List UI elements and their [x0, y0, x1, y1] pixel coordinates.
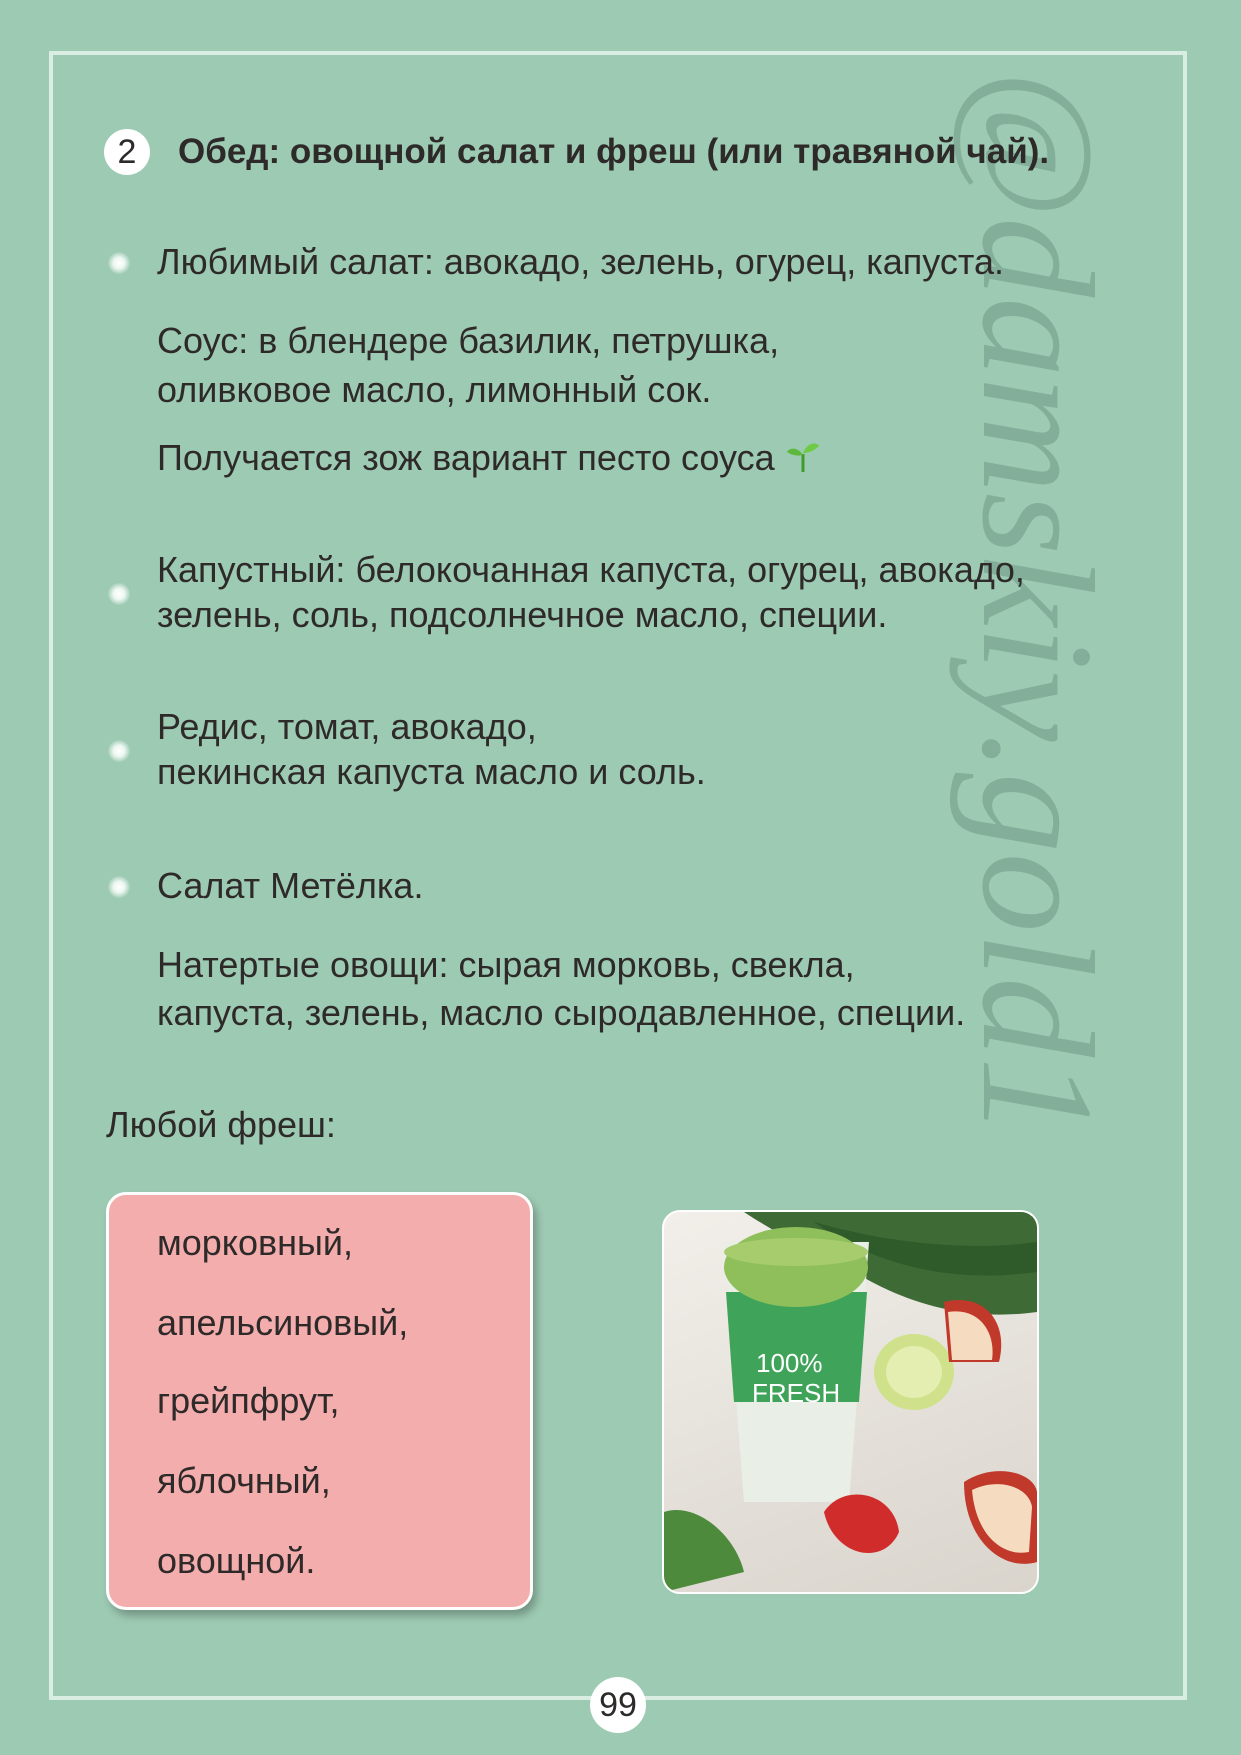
- bullet-icon: [108, 252, 130, 274]
- sprout-icon: [785, 438, 821, 474]
- metelka-salad: Салат Метёлка.: [157, 865, 424, 906]
- bullet-icon: [108, 876, 130, 898]
- fresh-item: овощной.: [157, 1540, 316, 1581]
- section-number: 2: [104, 129, 150, 175]
- radish-salad-line-2: пекинская капуста масло и соль.: [157, 751, 706, 792]
- fresh-item: яблочный,: [157, 1460, 331, 1501]
- pesto-text: Получается зож вариант песто соуса: [157, 437, 775, 478]
- bullet-icon: [108, 583, 130, 605]
- cabbage-salad-line-1: Капустный: белокочанная капуста, огурец, авокадо,: [157, 549, 1025, 590]
- cabbage-salad-line-2: зелень, соль, подсолнечное масло, специи.: [157, 594, 888, 635]
- sauce-line-2: оливковое масло, лимонный сок.: [157, 369, 712, 410]
- fresh-item: апельсиновый,: [157, 1302, 409, 1343]
- cup-label: FRESH: [752, 1378, 841, 1408]
- section-title: Обед: овощной салат и фреш (или травяной чай).: [178, 132, 1050, 171]
- fresh-item: грейпфрут,: [157, 1380, 340, 1421]
- cup-label: 100%: [756, 1348, 823, 1378]
- sauce-line-1: Соус: в блендере базилик, петрушка,: [157, 320, 780, 361]
- fresh-item: морковный,: [157, 1222, 353, 1263]
- green-smoothie-photo: [662, 1210, 1039, 1594]
- watermark: @damskiy.gold1: [949, 70, 1127, 1138]
- grated-line-1: Натертые овощи: сырая морковь, свекла,: [157, 944, 855, 985]
- fresh-list-box: [106, 1192, 533, 1610]
- bullet-icon: [108, 740, 130, 762]
- salad-favorite: Любимый салат: авокадо, зелень, огурец, капуста.: [157, 241, 1004, 282]
- fresh-label: Любой фреш:: [106, 1104, 336, 1145]
- pesto-note: [157, 434, 821, 482]
- page-number: 99: [590, 1677, 646, 1733]
- grated-line-2: капуста, зелень, масло сыродавленное, специи.: [157, 992, 966, 1033]
- radish-salad-line-1: Редис, томат, авокадо,: [157, 706, 537, 747]
